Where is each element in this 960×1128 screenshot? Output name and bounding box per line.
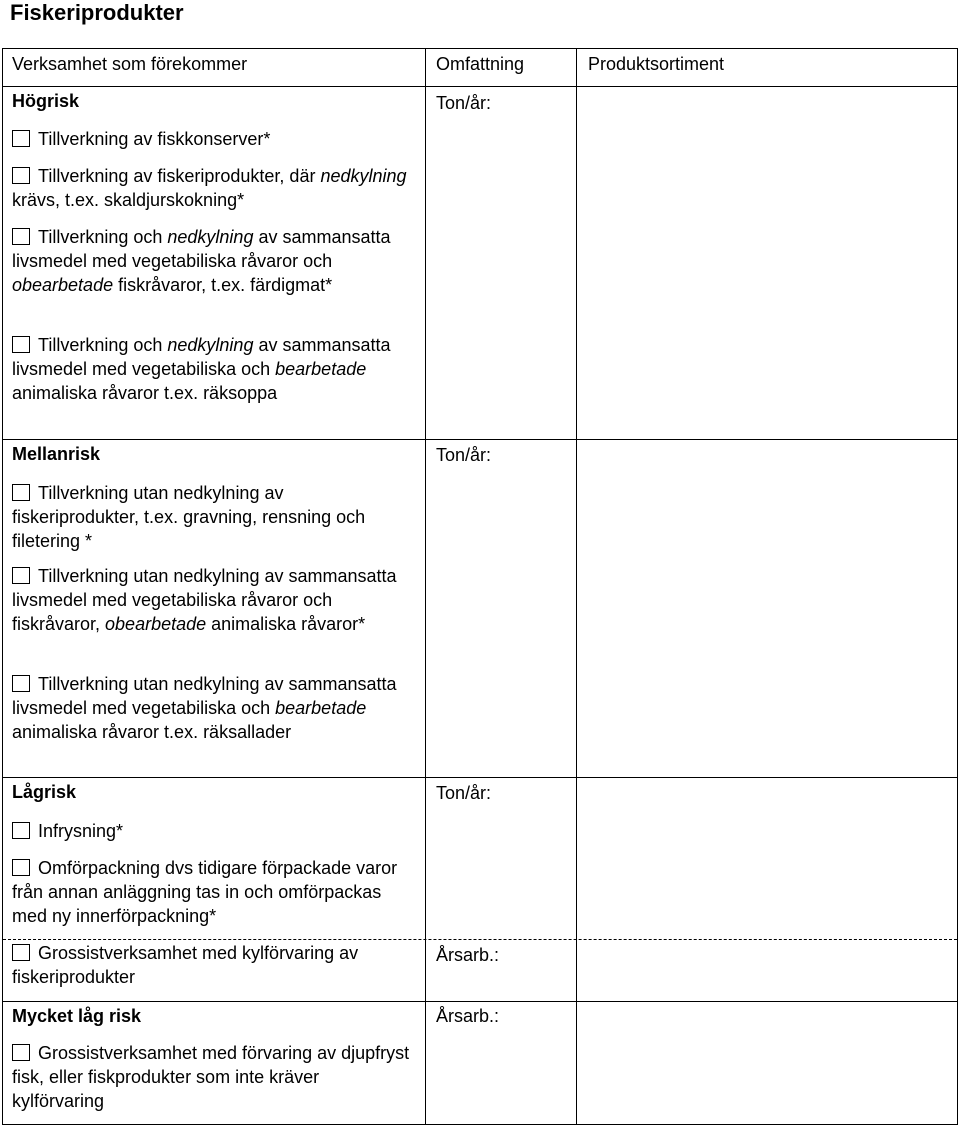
item-text: obearbetade bbox=[12, 275, 114, 295]
checkbox-item[interactable] bbox=[12, 564, 412, 636]
section-high-risk: Högrisk bbox=[12, 91, 80, 111]
item-text: Grossistverksamhet med kylförvaring av fiskeriprodukter bbox=[12, 943, 359, 987]
row-divider bbox=[3, 1001, 957, 1002]
checkbox[interactable] bbox=[12, 1044, 30, 1061]
header-activity: Verksamhet som förekommer bbox=[12, 54, 248, 74]
item-text: animaliska råvaror t.ex. räksoppa bbox=[12, 383, 278, 403]
item-text: bearbetade bbox=[275, 698, 367, 718]
checkbox[interactable] bbox=[12, 336, 30, 353]
checkbox-item[interactable] bbox=[12, 941, 412, 989]
scope-very-low[interactable]: Årsarb.: bbox=[436, 1006, 500, 1026]
item-text: Tillverkning och bbox=[38, 227, 168, 247]
checkbox-item[interactable] bbox=[12, 481, 412, 553]
checkbox-item[interactable] bbox=[12, 333, 412, 405]
item-text: av sammansatta livsmedel med vegetabiliska råvaror och bbox=[12, 227, 391, 271]
scope-medium[interactable]: Ton/år: bbox=[436, 445, 492, 465]
checkbox[interactable] bbox=[12, 675, 30, 692]
item-text: nedkylning bbox=[167, 335, 254, 355]
item-text: Grossistverksamhet med förvaring av djupfryst fisk, eller fiskprodukter som inte kräver kylförvaring bbox=[12, 1043, 410, 1111]
item-text: obearbetade bbox=[105, 614, 207, 634]
checkbox-item[interactable] bbox=[12, 1041, 412, 1113]
header-divider bbox=[3, 86, 957, 87]
checkbox[interactable] bbox=[12, 228, 30, 245]
item-text: nedkylning bbox=[167, 227, 254, 247]
header-scope: Omfattning bbox=[436, 54, 525, 74]
section-medium-risk: Mellanrisk bbox=[12, 444, 101, 464]
checkbox[interactable] bbox=[12, 822, 30, 839]
item-text: Tillverkning utan nedkylning av fiskeriprodukter, t.ex. gravning, rensning och filetering * bbox=[12, 483, 366, 551]
column-divider bbox=[576, 49, 577, 1124]
page-title: Fiskeriprodukter bbox=[10, 0, 184, 25]
item-text: Omförpackning dvs tidigare förpackade varor från annan anläggning tas in och omförpackas med ny innerförpackning* bbox=[12, 858, 398, 926]
checkbox[interactable] bbox=[12, 167, 30, 184]
item-text: Tillverkning utan nedkylning av sammansatta livsmedel med vegetabiliska och bbox=[12, 674, 397, 718]
scope-low[interactable]: Ton/år: bbox=[436, 783, 492, 803]
dashed-row-divider bbox=[3, 939, 957, 940]
column-divider bbox=[425, 49, 426, 1124]
item-text: Tillverkning av fiskkonserver* bbox=[38, 129, 271, 149]
checkbox-item[interactable] bbox=[12, 164, 412, 212]
scope-high[interactable]: Ton/år: bbox=[436, 93, 492, 113]
checkbox[interactable] bbox=[12, 944, 30, 961]
item-text: bearbetade bbox=[275, 359, 367, 379]
checkbox-item[interactable] bbox=[12, 127, 412, 151]
item-text: Infrysning* bbox=[38, 821, 124, 841]
item-text: krävs, t.ex. skaldjurskokning* bbox=[12, 190, 245, 210]
item-text: animaliska råvaror* bbox=[206, 614, 366, 634]
checkbox[interactable] bbox=[12, 859, 30, 876]
row-divider bbox=[3, 777, 957, 778]
item-text: fiskråvaror, t.ex. färdigmat* bbox=[113, 275, 333, 295]
checkbox-item[interactable] bbox=[12, 225, 412, 297]
item-text: Tillverkning av fiskeriprodukter, där bbox=[38, 166, 321, 186]
item-text: av sammansatta livsmedel med vegetabiliska och bbox=[12, 335, 391, 379]
section-low-risk: Lågrisk bbox=[12, 782, 77, 802]
checkbox-item[interactable] bbox=[12, 672, 412, 744]
checkbox-item[interactable] bbox=[12, 819, 412, 843]
section-very-low-risk: Mycket låg risk bbox=[12, 1006, 142, 1026]
activity-table bbox=[2, 48, 958, 1125]
checkbox[interactable] bbox=[12, 130, 30, 147]
item-text: animaliska råvaror t.ex. räksallader bbox=[12, 722, 292, 742]
checkbox-item[interactable] bbox=[12, 856, 412, 928]
scope-wholesale[interactable]: Årsarb.: bbox=[436, 945, 500, 965]
checkbox[interactable] bbox=[12, 484, 30, 501]
checkbox[interactable] bbox=[12, 567, 30, 584]
header-assortment: Produktsortiment bbox=[588, 54, 725, 74]
item-text: Tillverkning utan nedkylning av sammansatta livsmedel med vegetabiliska råvaror och fiskråvaror, bbox=[12, 566, 397, 634]
row-divider bbox=[3, 439, 957, 440]
item-text: Tillverkning och bbox=[38, 335, 168, 355]
item-text: nedkylning bbox=[320, 166, 407, 186]
